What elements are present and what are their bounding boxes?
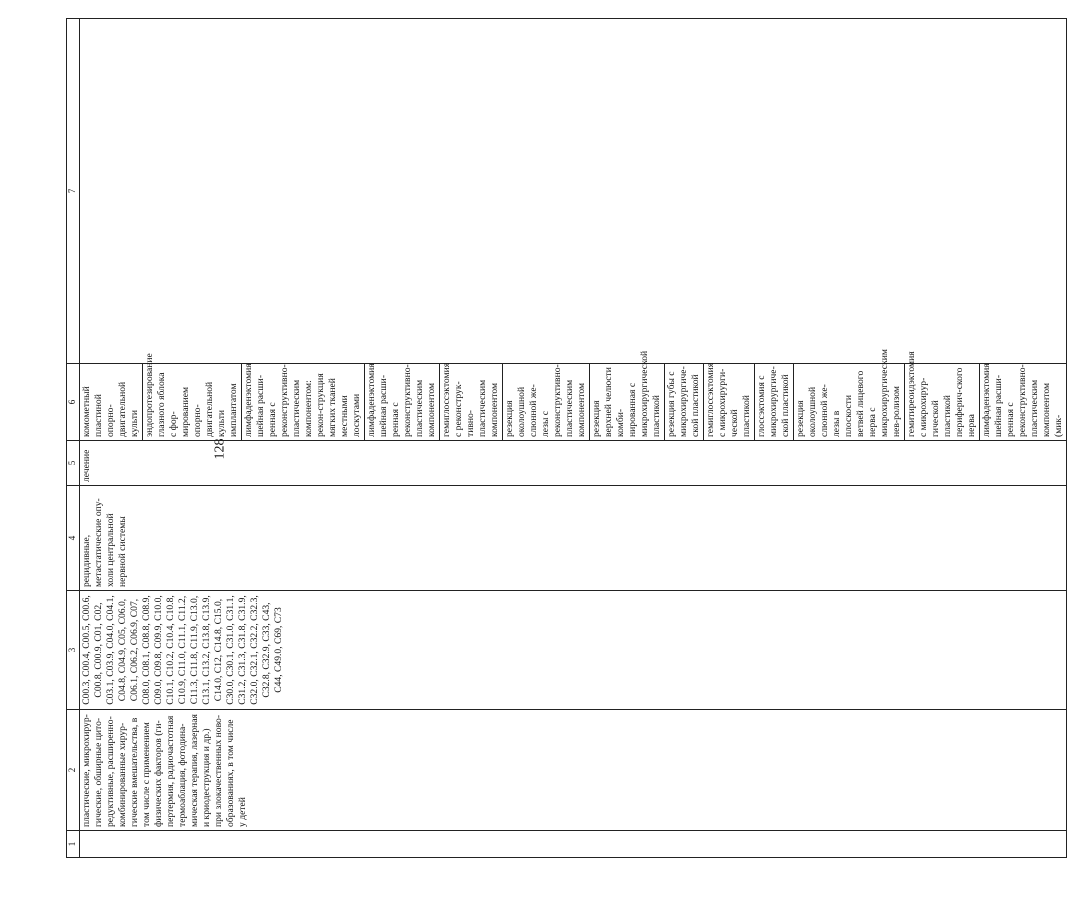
cell-treatment-methods — [80, 349, 1067, 441]
treatment-method-item: резекция околоушной слюнной же-лезы с реконструктивно-пластическим компонентом — [503, 364, 590, 440]
treatment-method-item: резекция околоушной слюнной же-лезы в плоскости ветвей лицевого нерва с микрохирургическим нев-ролизом — [794, 364, 905, 440]
column-header-5: 5 — [67, 441, 80, 486]
cell-treatment-type: лечение — [80, 441, 1067, 486]
cell-disease-model: рецидивные, метастатические опу-холи центральной нервной системы — [80, 486, 1067, 591]
column-header-1: 1 — [67, 831, 80, 858]
column-header-6: 6 — [67, 364, 80, 441]
treatment-method-item: комометный пластиной опорно-двигательной культи — [80, 364, 143, 440]
procedures-table — [66, 18, 1067, 858]
column-header-4: 4 — [67, 486, 80, 591]
cell-intervention-type: пластические, микрохирур-гические, обширные цито-редуктивные, расширенно-комбинированные хирур-гические вмешательства, в том числе с применением физических факторов (ги-пертермия, радиочастотная термоаблация, фотодина-мическая терапия, лазерная и криодеструкция и др.) при злокачественных ново-образованиях, в том числе у детей — [80, 710, 1067, 831]
treatment-method-item: гемитиреоидэктомия с микрохирур-гической пластикой периферич-ского нерва — [905, 364, 980, 440]
column-header-2: 2 — [67, 710, 80, 831]
treatment-method-item: резекция губы с микрохирургиче-ской пластикой — [665, 364, 704, 440]
page-number: 128 — [212, 438, 228, 460]
table-row — [80, 19, 1067, 858]
treatment-method-item: гемиглоссэктомия с микрохирурги-ческой пластикой — [704, 364, 755, 440]
column-number-row — [67, 19, 80, 858]
cell-icd-codes: C00.3, C00.4, C00.5, C00.6, C00.8, C00.9, C01, C02, C03.1, C03.9, C04.0, C04.1, C04.8, C04.9, C05, C06.0, C06.1, C06.2, C06.9, C07, C08.0, C08.1, C08.8, C08.9, C09.0, C09.8, C09.9, C10.0, C10.1, C10.2, C10.4, C10.8, C10.9, C11.0, C11.1, C11.2, C11.3, C11.8, C11.9, C13.0, C13.1, C13.2, C13.8, C13.9, C14.0, C12, C14.8, C15.0, C30.0, C30.1, C31.0, C31.1, C31.2, C31.3, C31.8, C31.9, C32.0, C32.1, C32.2, C32.3, C32.8, C32.9, C33, C43, C44, C49.0, C69, C73 — [80, 591, 1067, 710]
treatment-method-item: лимфаденэктомия шейная расши-ренная с реконструктивно-пластическим компонентом: рекон-струкция мягких тканей местными лоскутами — [242, 364, 365, 440]
treatment-method-item: глоссэктомия с микрохирургиче-ской пластикой — [755, 364, 794, 440]
column-header-3: 3 — [67, 591, 80, 710]
treatment-method-item: гемиглоссэктомия с реконструк-тивно-пластическим компонентом — [440, 364, 503, 440]
treatment-method-item: лимфаденэктомия шейная расши-ренная с реконструктивно-пластическим компонентом — [365, 364, 440, 440]
cell-col7 — [80, 19, 1067, 364]
rotated-table-container — [66, 26, 1064, 858]
cell-col1 — [80, 831, 1067, 858]
column-header-7: 7 — [67, 19, 80, 364]
treatment-method-item: лимфаденэктомия шейная расши-ренная с реконструктивно-пластическим компонентом (мик- — [981, 363, 1064, 437]
treatment-method-item: эндопротезирование глазного яблока с фор-мированием опорно-двигательной культи имплантатом — [143, 364, 242, 440]
treatment-method-item: резекция верхней челюсти комби-нированная с микрохирургической пластикой — [590, 364, 665, 440]
